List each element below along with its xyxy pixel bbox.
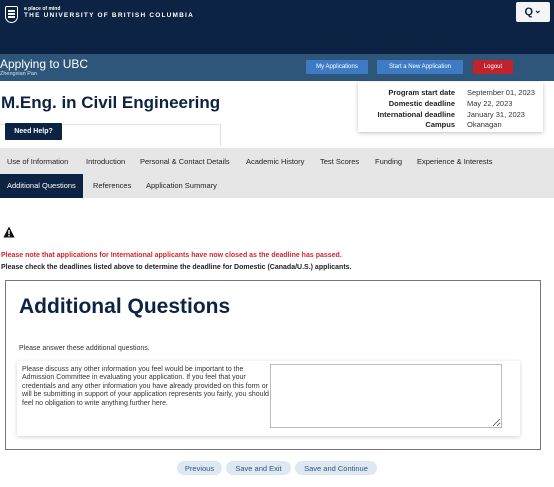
university-name[interactable]: THE UNIVERSITY OF BRITISH COLUMBIA xyxy=(24,12,194,19)
save-and-exit-button[interactable]: Save and Exit xyxy=(226,461,291,475)
deadline-notice: Please check the deadlines listed above to determine the deadline for Domestic (Canada/U.S.) applicants. xyxy=(1,264,352,271)
section-intro: Please answer these additional questions. xyxy=(19,345,150,352)
my-applications-button[interactable]: My Applications xyxy=(306,60,368,74)
additional-questions-panel xyxy=(5,280,541,450)
international-deadline-label: International deadline xyxy=(377,110,455,119)
warning-icon xyxy=(3,226,15,238)
tab-introduction[interactable]: Introduction xyxy=(86,157,126,166)
closed-notice: Please note that applications for International applicants have now closed as the deadline has passed. xyxy=(1,252,342,259)
search-button[interactable] xyxy=(516,2,550,22)
tab-application-summary[interactable]: Application Summary xyxy=(146,181,217,190)
start-date-value: September 01, 2023 xyxy=(467,88,535,97)
user-name: Zhengxian Pan xyxy=(0,71,37,77)
tab-additional-questions[interactable]: Additional Questions xyxy=(0,174,83,198)
question-card xyxy=(17,361,520,436)
tab-references[interactable]: References xyxy=(93,181,132,190)
program-title: M.Eng. in Civil Engineering xyxy=(1,93,221,112)
domestic-deadline-label: Domestic deadline xyxy=(388,99,455,108)
start-date-label: Program start date xyxy=(388,88,455,97)
application-tabs xyxy=(0,148,554,198)
chevron-down-icon: ⌄ xyxy=(534,4,542,15)
tab-use-of-information[interactable]: Use of Information xyxy=(7,157,69,166)
new-application-button[interactable]: Start a New Application xyxy=(377,60,463,74)
question-text: Please discuss any other information you feel would be important to the Admission Committee in evaluating your application. If you feel that your credentials and any other information you have already provided on this form or will be submitting in support of your application represents you fairly, you should feel no obligation to write anything further here. xyxy=(22,366,269,407)
search-icon: Q xyxy=(524,6,533,18)
tab-test-scores[interactable]: Test Scores xyxy=(320,157,360,166)
app-title: Applying to UBC xyxy=(0,57,89,71)
program-dates-box xyxy=(358,82,543,132)
app-bar xyxy=(0,54,554,81)
domestic-deadline-value: May 22, 2023 xyxy=(467,99,513,108)
tab-academic-history[interactable]: Academic History xyxy=(246,157,305,166)
logout-button[interactable]: Logout xyxy=(473,60,513,74)
tab-personal-contact[interactable]: Personal & Contact Details xyxy=(140,157,230,166)
brand-tagline: a place of mind xyxy=(24,6,61,12)
question-answer-field[interactable] xyxy=(270,364,502,428)
tab-experience-interests[interactable]: Experience & Interests xyxy=(417,157,493,166)
tab-funding[interactable]: Funding xyxy=(375,157,403,166)
campus-value: Okanagan xyxy=(467,120,502,129)
previous-button[interactable]: Previous xyxy=(177,461,222,475)
need-help-button[interactable]: Need Help? xyxy=(5,123,62,140)
campus-label: Campus xyxy=(425,120,455,129)
ubc-crest-logo[interactable] xyxy=(5,6,18,23)
save-and-continue-button[interactable]: Save and Continue xyxy=(295,461,377,475)
international-deadline-value: January 31, 2023 xyxy=(467,110,525,119)
ubc-header xyxy=(0,0,554,54)
section-title: Additional Questions xyxy=(19,295,231,318)
